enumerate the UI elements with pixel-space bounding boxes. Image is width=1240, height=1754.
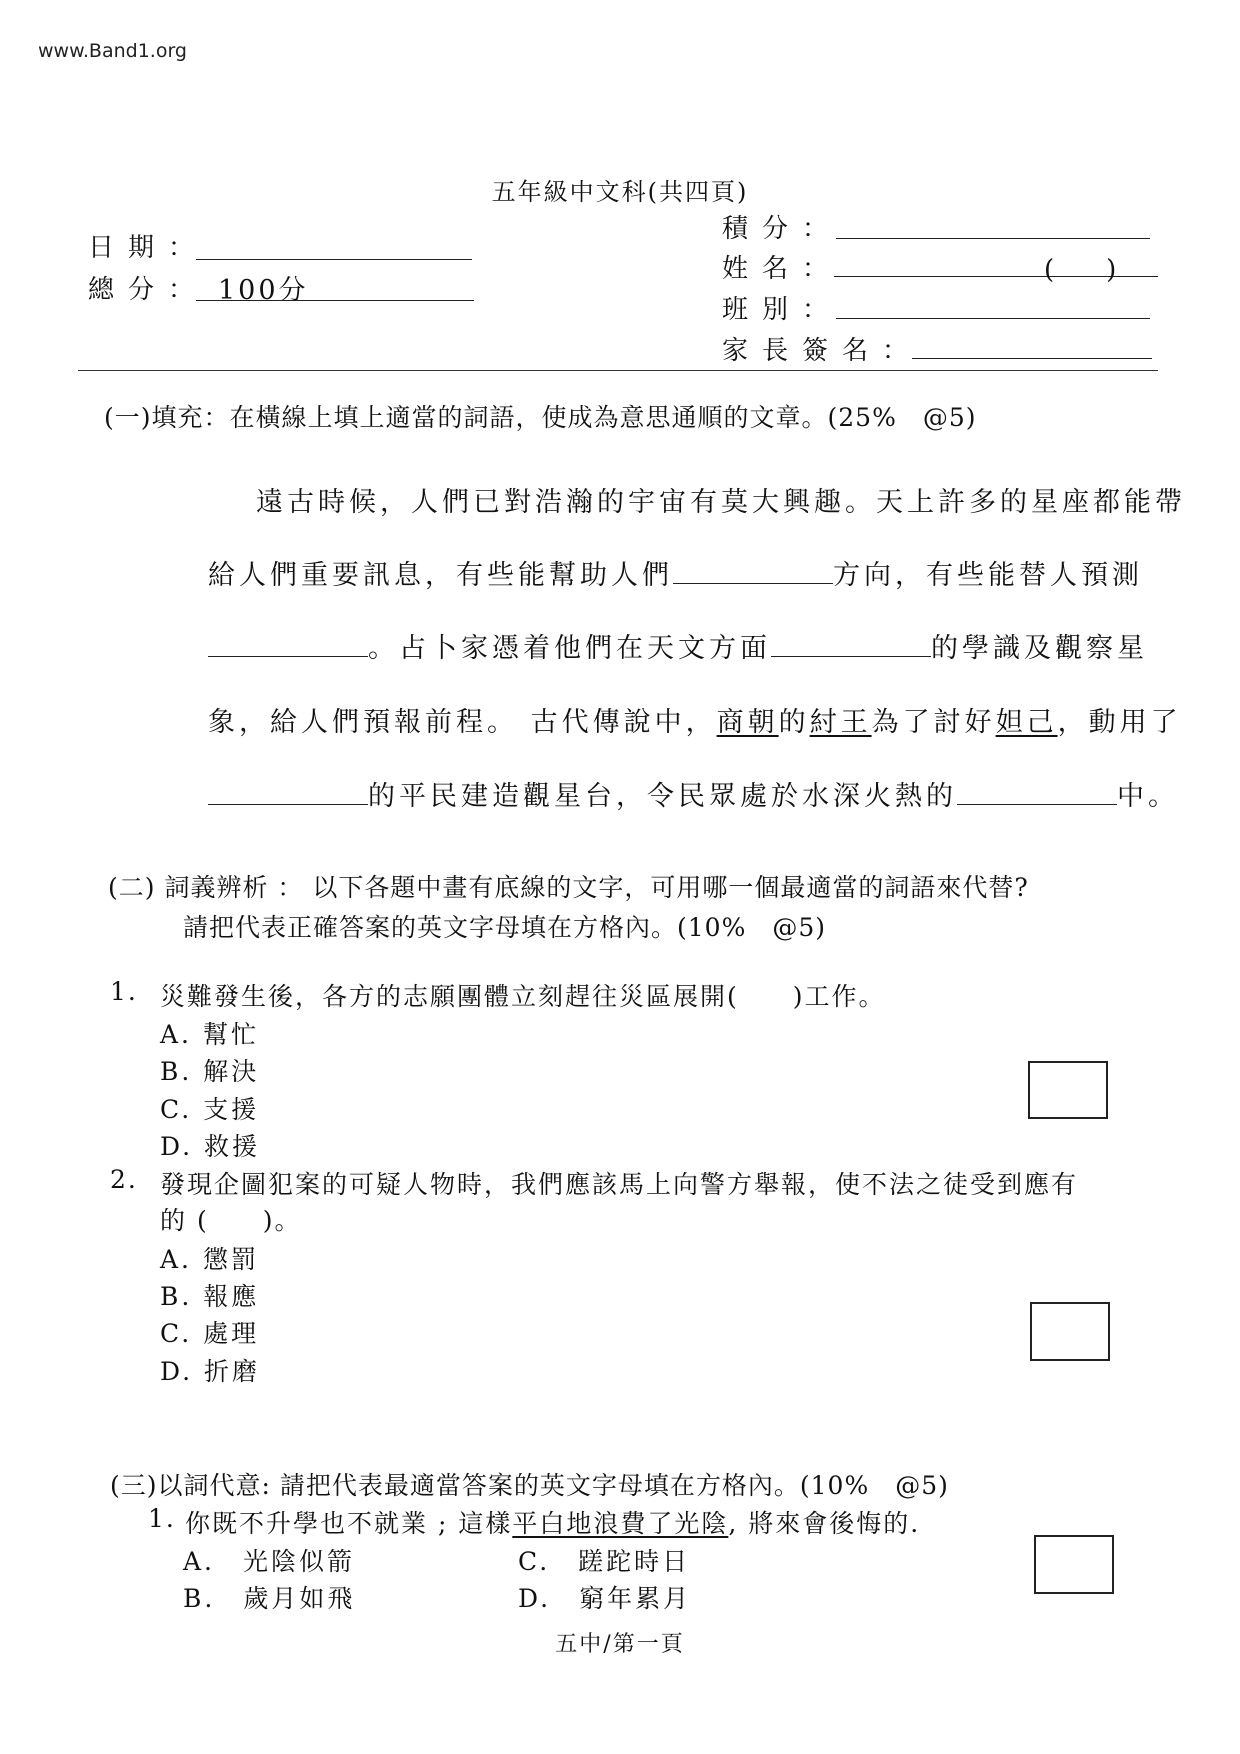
passage-text: 的 bbox=[778, 707, 810, 738]
answer-box-q1[interactable] bbox=[1028, 1061, 1108, 1119]
section3-heading: (三)以詞代意: 請把代表最適當答案的英文字母填在方格內。(10% @5) bbox=[110, 1471, 949, 1500]
fill-blank-4[interactable] bbox=[208, 778, 368, 805]
underlined-phrase: 平白地浪費了光陰 bbox=[512, 1509, 729, 1538]
passage-line-4 bbox=[208, 700, 1182, 739]
passage-text: 的平民建造觀星台，令民眾處於水深火熱的 bbox=[368, 781, 957, 812]
answer-box-q2[interactable] bbox=[1030, 1302, 1110, 1361]
site-url: www.Band1.org bbox=[38, 40, 187, 62]
option-a: A. 幫忙 bbox=[160, 1020, 259, 1049]
total-value: 100分 bbox=[218, 275, 309, 306]
total-line bbox=[196, 300, 474, 301]
class-label: 班別： bbox=[722, 295, 843, 325]
question-text: , 將來會後悔的. bbox=[728, 1509, 921, 1538]
fill-blank-3[interactable] bbox=[771, 630, 931, 657]
option-b: B. 報應 bbox=[160, 1282, 260, 1311]
underlined-term: 商朝 bbox=[716, 707, 779, 738]
option-b: B. 解決 bbox=[160, 1057, 260, 1086]
fill-blank-5[interactable] bbox=[957, 778, 1117, 805]
passage-text: 的學識及觀察星 bbox=[931, 633, 1148, 664]
option-b: B. 歲月如飛 bbox=[183, 1584, 356, 1613]
passage-line-1: 遠古時候，人們已對浩瀚的宇宙有莫大興趣。天上許多的星座都能帶 bbox=[256, 487, 1186, 518]
passage-text: 象，給人們預報前程。 古代傳說中， bbox=[208, 707, 717, 738]
passage-line-2 bbox=[208, 553, 1143, 592]
passage-text: ，動用了 bbox=[1057, 707, 1182, 738]
option-d: D. 窮年累月 bbox=[518, 1584, 692, 1613]
option-c: C. 處理 bbox=[160, 1319, 260, 1348]
underlined-term: 妲己 bbox=[995, 707, 1058, 738]
passage-text: 方向，有些能替人預測 bbox=[833, 560, 1143, 591]
page-footer: 五中/第一頁 bbox=[555, 1632, 685, 1657]
passage-line-5 bbox=[208, 774, 1179, 813]
header-divider bbox=[78, 370, 1158, 371]
question-1-text: 災難發生後，各方的志願團體立刻趕往災區展開( )工作。 bbox=[160, 982, 886, 1011]
class-number-paren: ( ) bbox=[1044, 255, 1117, 285]
parent-signature-line bbox=[912, 358, 1152, 359]
section1-heading: (一)填充：在橫線上填上適當的詞語，使成為意思通順的文章。(25% @5) bbox=[104, 403, 977, 432]
option-d: D. 折磨 bbox=[160, 1357, 261, 1386]
question-number: 2. bbox=[110, 1165, 138, 1194]
fill-blank-1[interactable] bbox=[673, 557, 833, 584]
question-2-text: 發現企圖犯案的可疑人物時，我們應該馬上向警方舉報，使不法之徒受到應有 bbox=[160, 1170, 1079, 1199]
question-number: 1. bbox=[110, 977, 138, 1006]
passage-line-3 bbox=[208, 626, 1148, 665]
option-d: D. 救援 bbox=[160, 1132, 261, 1161]
passage-text: 中。 bbox=[1117, 781, 1179, 812]
option-a: A. 懲罰 bbox=[160, 1245, 259, 1274]
date-label: 日期： bbox=[88, 233, 209, 263]
underlined-term: 紂王 bbox=[809, 707, 872, 738]
section2-instruction: 請把代表正確答案的英文字母填在方格內。(10% @5) bbox=[183, 913, 826, 942]
option-c: C. 支援 bbox=[160, 1095, 260, 1124]
question-3-1-text bbox=[185, 1504, 920, 1540]
question-text: 你既不升學也不就業 ; 這樣 bbox=[185, 1509, 513, 1538]
question-number: 1. bbox=[148, 1504, 176, 1533]
fill-blank-2[interactable] bbox=[208, 630, 368, 657]
score-label: 積分： bbox=[722, 214, 843, 244]
page-title: 五年級中文科(共四頁) bbox=[491, 178, 749, 206]
class-line bbox=[836, 318, 1150, 319]
name-label: 姓名： bbox=[722, 254, 843, 284]
passage-text: 給人們重要訊息，有些能幫助人們 bbox=[208, 560, 673, 591]
date-line bbox=[196, 259, 472, 260]
total-label: 總分： bbox=[88, 275, 209, 305]
score-line bbox=[836, 238, 1150, 239]
answer-box-s3q1[interactable] bbox=[1034, 1535, 1114, 1594]
passage-text: 。占卜家憑着他們在天文方面 bbox=[368, 633, 771, 664]
parent-signature-label: 家長簽名： bbox=[722, 336, 923, 366]
passage-text: 為了討好 bbox=[871, 707, 996, 738]
option-c: C. 蹉跎時日 bbox=[518, 1547, 691, 1576]
option-a: A. 光陰似箭 bbox=[183, 1547, 356, 1576]
question-2-text-cont: 的 ( )。 bbox=[160, 1206, 302, 1235]
section2-heading: (二) 詞義辨析 ： 以下各題中畫有底線的文字，可用哪一個最適當的詞語來代替? bbox=[108, 873, 1029, 902]
